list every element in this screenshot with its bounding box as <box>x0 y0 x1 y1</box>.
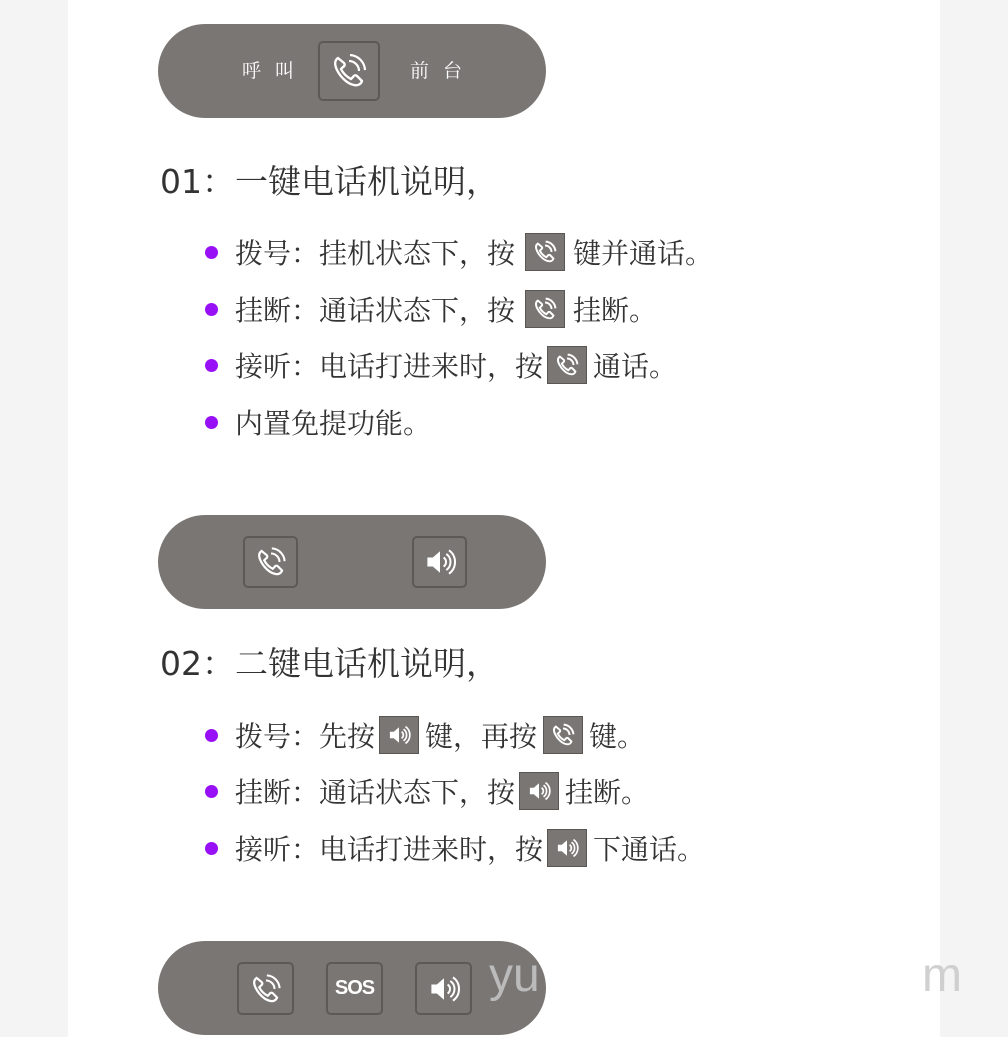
list-item: 接听：电话打进来时，按 下通话。 <box>205 828 705 868</box>
bullet <box>205 842 218 855</box>
speaker-icon <box>547 829 587 867</box>
bullet <box>205 303 218 316</box>
section2-heading: 02：二键电话机说明， <box>160 644 499 683</box>
call-button[interactable] <box>243 536 298 588</box>
watermark-left: yu <box>489 949 540 1002</box>
bullet <box>205 416 218 429</box>
list-item: 拨号：挂机状态下，按 键并通话。 <box>205 232 713 272</box>
two-key-phone-panel <box>158 515 546 609</box>
phone-icon <box>249 972 283 1006</box>
sos-label: SOS <box>334 977 375 999</box>
bullet <box>205 785 218 798</box>
one-key-phone-panel <box>158 24 546 118</box>
three-key-phone-panel <box>158 941 546 1035</box>
call-label: 呼 叫 <box>242 60 299 82</box>
phone-icon <box>525 233 565 271</box>
speaker-icon <box>422 544 458 580</box>
bullet <box>205 729 218 742</box>
speaker-button[interactable] <box>415 962 472 1015</box>
phone-icon <box>329 51 369 91</box>
call-button[interactable] <box>237 962 294 1015</box>
watermark-right: m <box>922 949 962 1002</box>
speaker-icon <box>426 971 462 1007</box>
section1-heading: 01：一键电话机说明， <box>160 162 499 201</box>
list-item: 挂断：通话状态下，按 挂断。 <box>205 771 649 811</box>
call-button[interactable] <box>318 41 380 101</box>
phone-icon <box>525 290 565 328</box>
speaker-button[interactable] <box>412 536 467 588</box>
bullet <box>205 359 218 372</box>
bullet <box>205 246 218 259</box>
phone-icon <box>547 346 587 384</box>
list-item: 内置免提功能。 <box>205 402 431 442</box>
speaker-icon <box>519 772 559 810</box>
list-item: 接听：电话打进来时，按 通话。 <box>205 345 677 385</box>
sos-button[interactable] <box>326 962 383 1015</box>
front-desk-label: 前 台 <box>410 60 467 82</box>
speaker-icon <box>379 716 419 754</box>
list-item: 挂断：通话状态下，按 挂断。 <box>205 289 657 329</box>
phone-icon <box>543 716 583 754</box>
phone-icon <box>254 545 288 579</box>
list-item: 拨号：先按 键，再按 键。 <box>205 715 645 755</box>
